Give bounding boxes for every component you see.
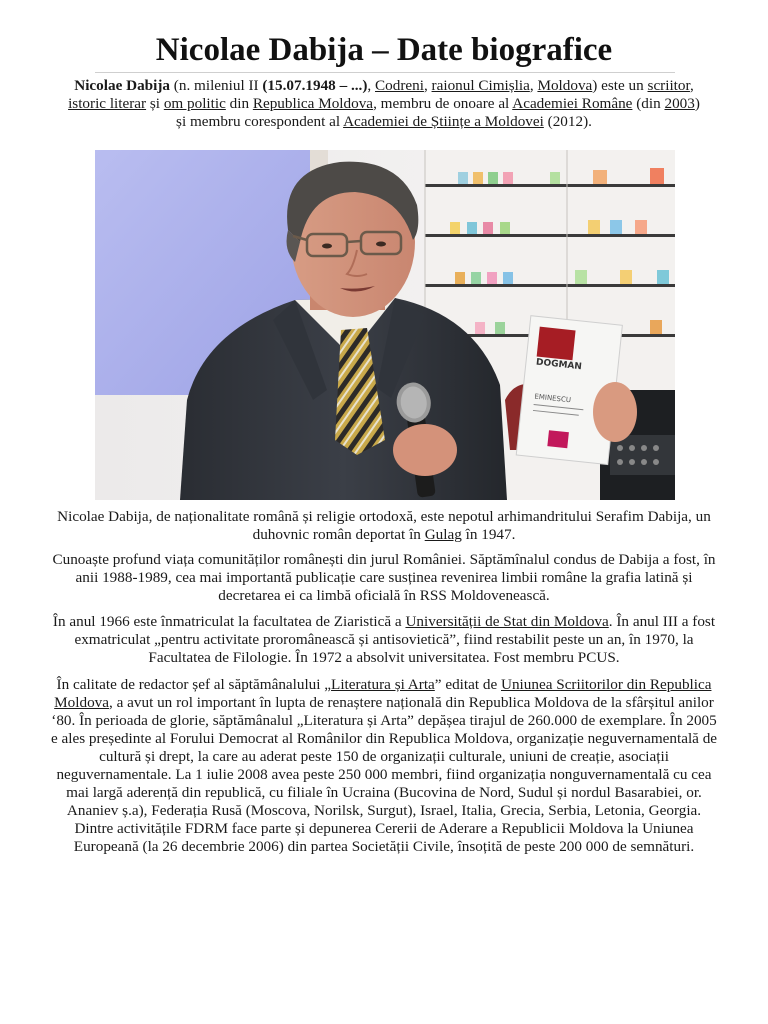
link-raion-cimislia[interactable]: raionul Cimișlia: [431, 77, 530, 94]
intro-text: ,: [529, 77, 538, 94]
page-title: Nicolae Dabija – Date biografice: [155, 32, 613, 68]
paragraph-text: . În anul III a fost exmatriculat „pentru activitate proromânească și antisovietică”, fiind restabilit peste un an, în 1970, la Facultatea de Filologie. În 1972 a absolvit universitatea. Fost membru PCUS.: [74, 613, 716, 666]
link-uniunea-scriitorilor[interactable]: Uniunea Scriitorilor din Republica Moldova: [54, 676, 712, 711]
booklet-subtitle: EMINESCU: [534, 392, 572, 405]
paragraph-text: în 1947.: [461, 526, 516, 543]
intro-text: ) este un: [592, 77, 648, 94]
intro-text: ,: [367, 77, 376, 94]
paragraph-origins: [50, 508, 718, 544]
paragraph-career: [50, 676, 718, 856]
life-dates: (15.07.1948 – ...): [262, 77, 368, 94]
paragraph-text: În calitate de redactor șef al săptămânalului „: [56, 676, 332, 693]
intro-text: , membru de onoare al: [373, 95, 513, 112]
link-om-politic[interactable]: om politic: [163, 95, 226, 112]
intro-text: din: [225, 95, 253, 112]
link-academia-moldovei[interactable]: Academiei de Științe a Moldovei: [343, 113, 544, 130]
link-istoric-literar[interactable]: istoric literar: [68, 95, 147, 112]
person-name: Nicolae Dabija: [74, 77, 170, 94]
intro-text: ) și membru corespondent al: [176, 95, 700, 130]
link-scriitor[interactable]: scriitor: [647, 77, 690, 94]
link-academia-romana[interactable]: Academiei Române: [512, 95, 633, 112]
intro-text: și: [146, 95, 164, 112]
paragraph-text: , a avut un rol important în lupta de renaștere națională din Republica Moldova de la sfârșitul anilor ‘80. În perioada de glorie, săptămânalul „Literatura și Arta” depășea tirajul de 260.000 de exemplare. În 2005 e ales președinte al Forului Democrat al Românilor din Republica Moldova, organizație neguvernamentală de cultură și drept, la care au aderat peste 150 de organizații culturale, uniuni de creație, asociații neguvernamentale. La 1 iulie 2008 avea peste 250 000 membri, fiind organizația nonguvernamentală cu cea mai largă aderență din republică, cu filiale în Ucraina (Bucovina de Nord, Sudul și nordul Basarabiei, or. Ananiev ș.a), Federația Rusă (Moscova, Norilsk, Surgut), Israel, Italia, Grecia, Serbia, Letonia, Georgia. Dintre activitățile FDRM face parte și depunerea Cererii de Aderare a Republicii Moldova la Uniunea Europeană (la 26 decembrie 2006) din partea Societății Civile, însoțită de peste 200 000 de semnături.: [50, 694, 718, 855]
link-codreni[interactable]: Codreni: [375, 77, 424, 94]
intro-text: ,: [423, 77, 432, 94]
link-2003[interactable]: 2003: [664, 95, 695, 112]
link-usm[interactable]: Universității de Stat din Moldova: [405, 613, 609, 630]
intro-paragraph: [64, 77, 704, 131]
intro-text: ,: [689, 77, 694, 94]
paragraph-text: ” editat de: [434, 676, 501, 693]
link-moldova[interactable]: Moldova: [537, 77, 593, 94]
intro-text: (2012).: [543, 113, 592, 130]
intro-text: (n. mileniul II: [170, 77, 263, 94]
link-literatura-si-arta[interactable]: Literatura și Arta: [331, 676, 435, 693]
paragraph-education: [50, 613, 718, 667]
title-divider: [95, 72, 675, 73]
booklet-title: DOGMAN: [535, 357, 583, 373]
portrait-photo: [95, 150, 675, 500]
paragraph-text: Nicolae Dabija, de naționalitate română și religie ortodoxă, este nepotul arhimandritului Serafim Dabija, un duhovnic român deportat în: [57, 508, 711, 543]
intro-text: (din: [632, 95, 665, 112]
paragraph-text: În anul 1966 este înmatriculat la facultatea de Ziaristică a: [52, 613, 406, 630]
link-gulag[interactable]: Gulag: [424, 526, 462, 543]
link-republica-moldova[interactable]: Republica Moldova: [252, 95, 374, 112]
paragraph-community: Cunoaște profund viața comunităților românești din jurul României. Săptămînalul condus de Dabija a fost, în anii 1988-1989, cea mai importantă publicație care susținea revenirea limbii române la grafia latină și decretarea ei ca limbă oficială în RSS Moldovenească.: [52, 551, 716, 604]
